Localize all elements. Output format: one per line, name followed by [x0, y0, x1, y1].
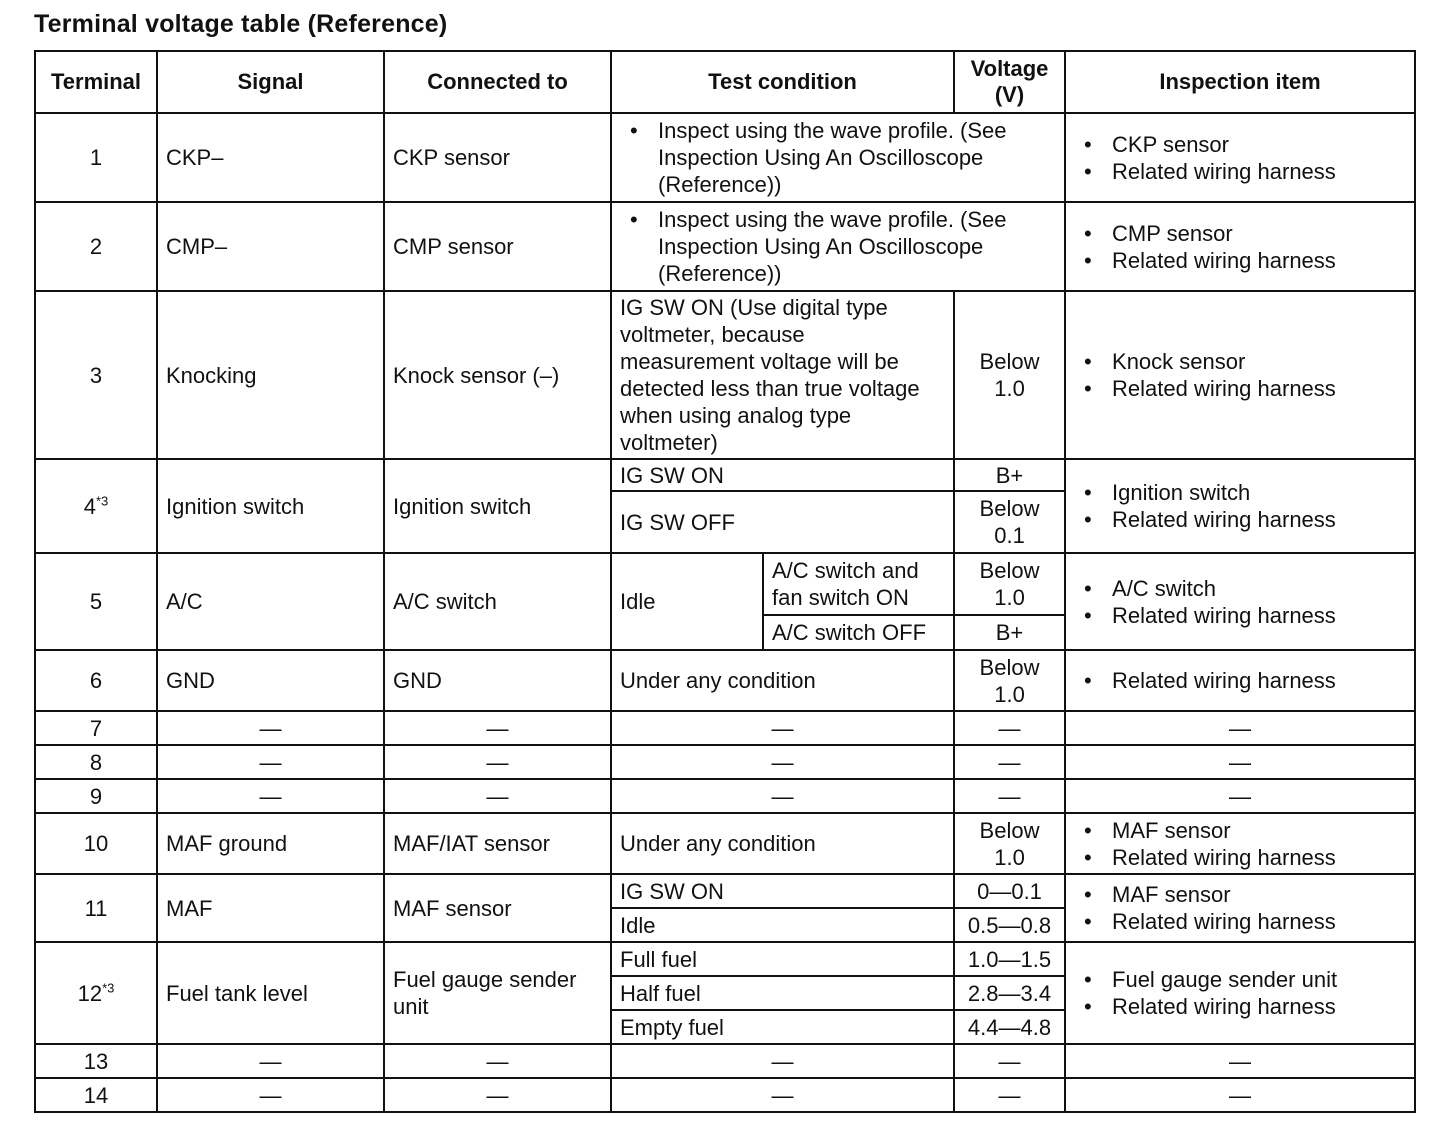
inspection-cell [1065, 650, 1415, 711]
signal-cell: — [157, 711, 384, 745]
voltage-cell: 1.0—1.5 [954, 942, 1065, 976]
inspection-item: • Related wiring harness [1112, 375, 1406, 402]
terminal-number: 12 [77, 980, 103, 1006]
terminal-cell: 2 [35, 202, 157, 291]
voltage-cell: B+ [954, 615, 1065, 650]
signal-cell: — [157, 1078, 384, 1112]
inspection-item: • Fuel gauge sender unit [1112, 966, 1406, 993]
inspection-item: • Related wiring harness [1112, 506, 1406, 533]
condition-cell: — [611, 779, 954, 813]
header-voltage [954, 51, 1065, 113]
terminal-cell: 11 [35, 874, 157, 942]
signal-cell: Ignition switch [157, 459, 384, 553]
connected-cell: Knock sensor (–) [384, 291, 611, 459]
voltage-cell: Below 1.0 [954, 553, 1065, 615]
header-terminal: Terminal [35, 51, 157, 113]
table-row [35, 813, 1415, 874]
inspection-cell: — [1065, 745, 1415, 779]
inspection-item: • Related wiring harness [1112, 844, 1406, 871]
table-row [35, 745, 1415, 779]
inspection-cell [1065, 113, 1415, 202]
table-row [35, 942, 1415, 976]
header-signal: Signal [157, 51, 384, 113]
condition-cell: Full fuel [611, 942, 954, 976]
terminal-cell: 8 [35, 745, 157, 779]
terminal-cell [35, 459, 157, 553]
table-row [35, 874, 1415, 908]
voltage-cell: — [954, 1078, 1065, 1112]
condition-cell: IG SW ON [611, 874, 954, 908]
inspection-cell: — [1065, 1078, 1415, 1112]
voltage-cell: — [954, 779, 1065, 813]
voltage-cell: 0.5—0.8 [954, 908, 1065, 942]
voltage-cell: 0—0.1 [954, 874, 1065, 908]
table-row [35, 291, 1415, 459]
inspection-cell: — [1065, 1044, 1415, 1078]
connected-cell: — [384, 711, 611, 745]
connected-cell: Ignition switch [384, 459, 611, 553]
connected-cell: — [384, 745, 611, 779]
page-title: Terminal voltage table (Reference) [34, 10, 448, 38]
terminal-cell: 13 [35, 1044, 157, 1078]
inspection-item: • Related wiring harness [1112, 667, 1406, 694]
condition-cell: — [611, 1078, 954, 1112]
signal-cell: A/C [157, 553, 384, 650]
table-row [35, 459, 1415, 491]
header-voltage-label: Voltage [970, 56, 1049, 81]
inspection-cell: — [1065, 779, 1415, 813]
header-row [35, 51, 1415, 113]
inspection-cell [1065, 202, 1415, 291]
inspection-item: • Knock sensor [1112, 348, 1406, 375]
table-row [35, 1044, 1415, 1078]
header-connected-to: Connected to [384, 51, 611, 113]
connected-cell: GND [384, 650, 611, 711]
table-row [35, 779, 1415, 813]
condition-cell [611, 113, 1065, 202]
condition-cell [611, 202, 1065, 291]
signal-cell: — [157, 1044, 384, 1078]
condition-cell: IG SW OFF [611, 491, 954, 553]
connected-cell: MAF sensor [384, 874, 611, 942]
connected-cell: — [384, 779, 611, 813]
signal-cell: GND [157, 650, 384, 711]
terminal-cell: 9 [35, 779, 157, 813]
condition-cell: Under any condition [611, 650, 954, 711]
voltage-cell: — [954, 745, 1065, 779]
signal-cell: — [157, 745, 384, 779]
voltage-cell: 2.8—3.4 [954, 976, 1065, 1010]
voltage-cell: Below 0.1 [954, 491, 1065, 553]
condition-cell: — [611, 1044, 954, 1078]
signal-cell: Knocking [157, 291, 384, 459]
sub-condition-cell: A/C switch and fan switch ON [763, 553, 954, 615]
inspection-item: • CMP sensor [1112, 220, 1406, 247]
table-row [35, 113, 1415, 202]
terminal-number: 4 [83, 493, 96, 519]
inspection-item: • Related wiring harness [1112, 993, 1406, 1020]
condition-cell: Empty fuel [611, 1010, 954, 1044]
terminal-cell: 5 [35, 553, 157, 650]
inspection-cell [1065, 553, 1415, 650]
terminal-cell: 3 [35, 291, 157, 459]
terminal-cell: 6 [35, 650, 157, 711]
signal-cell: MAF ground [157, 813, 384, 874]
signal-cell: MAF [157, 874, 384, 942]
table-row [35, 202, 1415, 291]
condition-cell: Idle [611, 908, 954, 942]
signal-cell: — [157, 779, 384, 813]
inspection-item: • CKP sensor [1112, 131, 1406, 158]
inspection-item: • Ignition switch [1112, 479, 1406, 506]
connected-cell: CMP sensor [384, 202, 611, 291]
condition-cell: Under any condition [611, 813, 954, 874]
inspection-cell [1065, 459, 1415, 553]
inspection-item: • A/C switch [1112, 575, 1406, 602]
inspection-item: • Related wiring harness [1112, 158, 1406, 185]
inspection-item: • Related wiring harness [1112, 247, 1406, 274]
condition-cell: IG SW ON (Use digital type voltmeter, because measurement voltage will be detected less than true voltage when using analog type voltmeter) [611, 291, 954, 459]
header-test-condition: Test condition [611, 51, 954, 113]
condition-cell: Half fuel [611, 976, 954, 1010]
condition-cell: — [611, 745, 954, 779]
table-row [35, 711, 1415, 745]
terminal-cell: 10 [35, 813, 157, 874]
table-row [35, 650, 1415, 711]
inspection-item: • MAF sensor [1112, 817, 1406, 844]
terminal-cell [35, 942, 157, 1044]
footnote-mark: *3 [102, 980, 115, 996]
inspection-item: • Related wiring harness [1112, 602, 1406, 629]
connected-cell: Fuel gauge sender unit [384, 942, 611, 1044]
footnote-mark: *3 [95, 493, 109, 509]
signal-cell: Fuel tank level [157, 942, 384, 1044]
inspection-item: • MAF sensor [1112, 881, 1406, 908]
inspection-cell: — [1065, 711, 1415, 745]
voltage-cell: Below 1.0 [954, 813, 1065, 874]
voltage-cell: Below 1.0 [954, 650, 1065, 711]
connected-cell: — [384, 1078, 611, 1112]
voltage-cell: — [954, 1044, 1065, 1078]
inspection-cell [1065, 942, 1415, 1044]
condition-cell: IG SW ON [611, 459, 954, 491]
terminal-cell: 7 [35, 711, 157, 745]
connected-cell: MAF/IAT sensor [384, 813, 611, 874]
connected-cell: CKP sensor [384, 113, 611, 202]
condition-cell: — [611, 711, 954, 745]
voltage-cell: Below 1.0 [954, 291, 1065, 459]
signal-cell: CMP– [157, 202, 384, 291]
inspection-cell [1065, 813, 1415, 874]
terminal-voltage-table [34, 50, 1416, 1113]
voltage-cell: B+ [954, 459, 1065, 491]
inspection-cell [1065, 291, 1415, 459]
voltage-cell: — [954, 711, 1065, 745]
condition-cell: Idle [611, 553, 763, 650]
header-inspection-item: Inspection item [1065, 51, 1415, 113]
connected-cell: A/C switch [384, 553, 611, 650]
signal-cell: CKP– [157, 113, 384, 202]
table-row [35, 553, 1415, 615]
sub-condition-cell: A/C switch OFF [763, 615, 954, 650]
condition-text: • Inspect using the wave profile. (See Inspection Using An Oscilloscope (Reference)) [658, 206, 1056, 287]
connected-cell: — [384, 1044, 611, 1078]
table-row [35, 1078, 1415, 1112]
terminal-cell: 1 [35, 113, 157, 202]
terminal-cell: 14 [35, 1078, 157, 1112]
inspection-item: • Related wiring harness [1112, 908, 1406, 935]
voltage-cell: 4.4—4.8 [954, 1010, 1065, 1044]
header-voltage-unit: (V) [994, 82, 1025, 107]
condition-text: • Inspect using the wave profile. (See Inspection Using An Oscilloscope (Reference)) [658, 117, 1056, 198]
inspection-cell [1065, 874, 1415, 942]
